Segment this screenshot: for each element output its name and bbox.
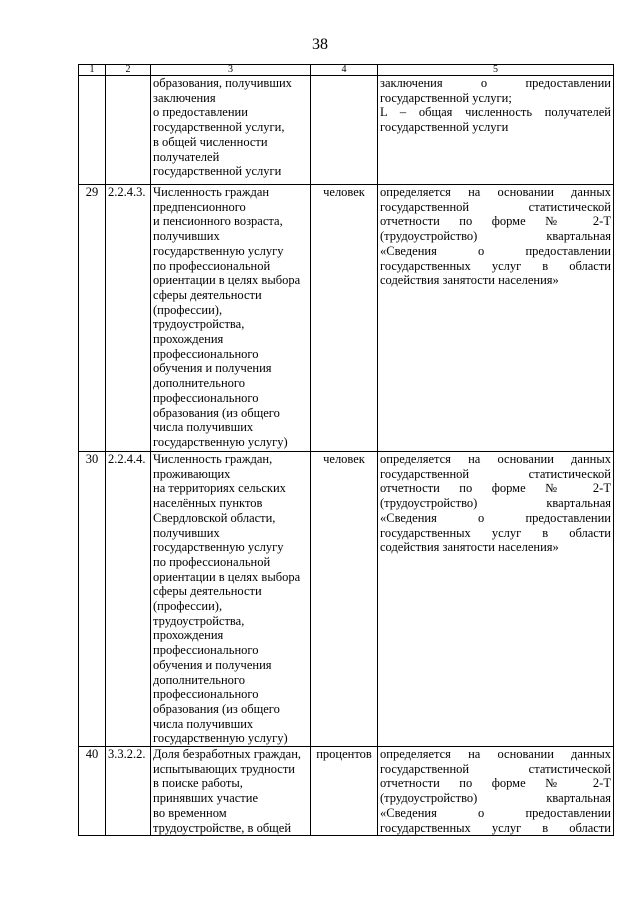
table-row (79, 185, 614, 452)
unit (311, 76, 378, 185)
row-number (79, 76, 106, 185)
indicator-table (78, 64, 614, 836)
table-row (79, 452, 614, 747)
column-header: 2 (106, 65, 151, 76)
calculation-method: определяется на основании данных государственной статистической отчетности по форме № 2-Т (трудоустройство) квартальная «Сведения о предоставлении государственных услуг в области содействия занятости населения» (378, 185, 614, 452)
column-header: 4 (311, 65, 378, 76)
calculation-method: определяется на основании данных государственной статистической отчетности по форме № 2-Т (трудоустройство) квартальная «Сведения о предоставлении государственных услуг в области содействия занятости населения» (378, 452, 614, 747)
column-header: 3 (151, 65, 311, 76)
calculation-method: заключения о предоставлении государственной услуги; L – общая численность получателей государственной услуги (378, 76, 614, 185)
row-number: 30 (79, 452, 106, 747)
row-number: 29 (79, 185, 106, 452)
row-number: 40 (79, 747, 106, 836)
table-row (79, 747, 614, 836)
indicator-code: 2.2.4.4. (106, 452, 151, 747)
page-number: 38 (312, 36, 328, 53)
table-header-row (79, 65, 614, 76)
indicator-name: Доля безработных граждан, испытывающих трудности в поиске работы, принявших участие во временном трудоустройстве, в общей (151, 747, 311, 836)
indicator-code (106, 76, 151, 185)
table-row (79, 76, 614, 185)
indicator-code: 3.3.2.2. (106, 747, 151, 836)
indicator-name: Численность граждан предпенсионного и пенсионного возраста, получивших государственную услугу по профессиональной ориентации в целях выбора сферы деятельности (профессии), трудоустройства, прохождения профессионального обучения и получения дополнительного профессионального образования (из общего числа получивших государственную услугу) (151, 185, 311, 452)
unit: процентов (311, 747, 378, 836)
column-header: 1 (79, 65, 106, 76)
indicator-code: 2.2.4.3. (106, 185, 151, 452)
indicator-name: образования, получивших заключения о предоставлении государственной услуги, в общей численности получателей государственной услуги (151, 76, 311, 185)
calculation-method: определяется на основании данных государственной статистической отчетности по форме № 2-Т (трудоустройство) квартальная «Сведения о предоставлении государственных услуг в области (378, 747, 614, 836)
column-header: 5 (378, 65, 614, 76)
unit: человек (311, 185, 378, 452)
unit: человек (311, 452, 378, 747)
indicator-name: Численность граждан, проживающих на территориях сельских населённых пунктов Свердловской области, получивших государственную услугу по профессиональной ориентации в целях выбора сферы деятельности (профессии), трудоустройства, прохождения профессионального обучения и получения дополнительного профессионального образования (из общего числа получивших государственную услугу) (151, 452, 311, 747)
